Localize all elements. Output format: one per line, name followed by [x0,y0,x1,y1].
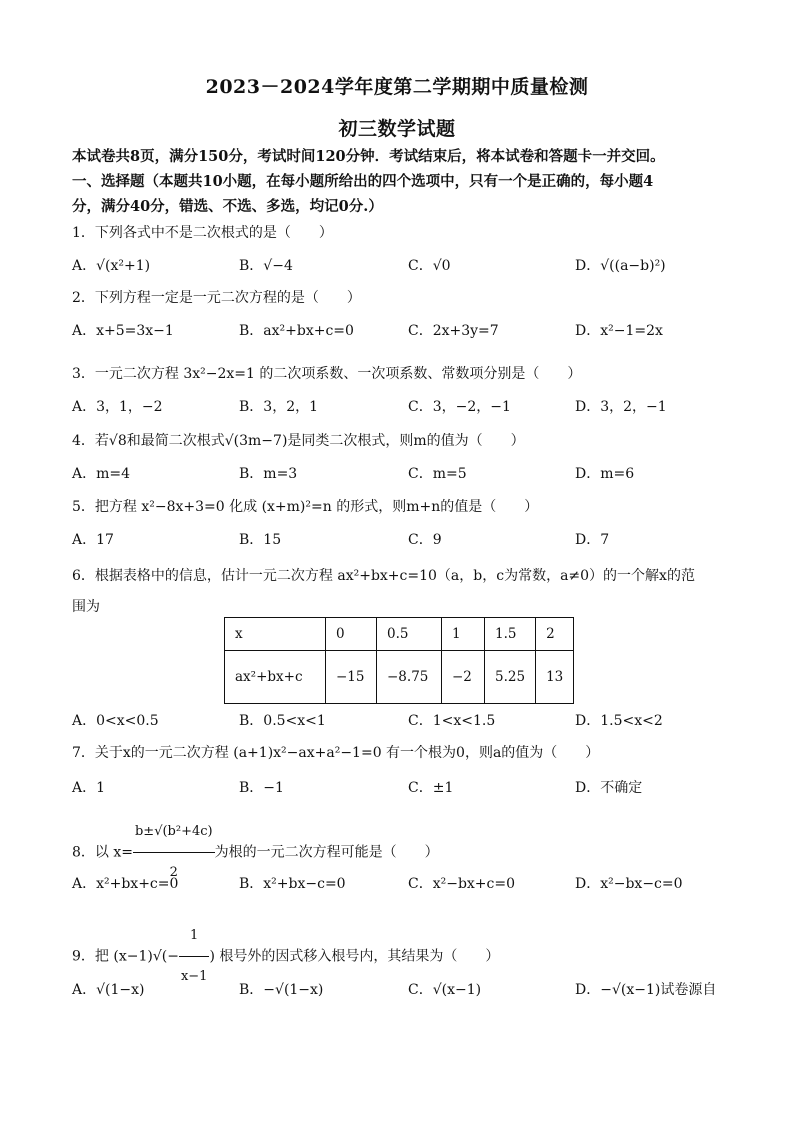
exam-subtitle: 初三数学试题 [338,118,456,140]
q9-fraction-denominator: x−1 [180,969,208,984]
exam-intro: 本试卷共8页，满分150分，考试时间120分钟．考试结束后，将本试卷和答题卡一并交回。 [72,148,665,165]
question-2-options [72,319,732,343]
q9-stem-prefix: 9．把 (x−1)√(− [72,948,179,965]
q2-option-b: B．ax²+bx+c=0 [239,323,354,339]
question-7-stem: 7．关于x的一元二次方程 (a+1)x²−ax+a²−1=0 有一个根为0，则a的值为（ ） [72,745,600,761]
table-cell: ax²+bx+c [225,651,326,704]
exam-title: 2023－2024学年度第二学期期中质量检测 [205,76,589,98]
table-cell: 1 [442,618,485,651]
question-6-stem-cont: 围为 [72,599,100,615]
q3-option-d: D．3，2，−1 [575,399,667,415]
table-cell: −2 [442,651,485,704]
question-1-options [72,254,732,278]
question-9-options [72,978,732,1002]
table-cell: x [225,618,326,651]
q2-option-d: D．x²−1=2x [575,323,663,339]
q9-option-b: B．−√(1−x) [239,982,324,998]
q9-option-a: A．√(1−x) [72,982,145,998]
q8-option-a: A．x²+bx+c=0 [72,876,179,892]
table-cell: 2 [536,618,574,651]
q3-option-c: C．3，−2，−1 [408,399,511,415]
q9-option-d: D．−√(x−1)试卷源自 [575,982,717,998]
q8-option-b: B．x²+bx−c=0 [239,876,346,892]
value-table [224,617,574,704]
q4-option-d: D．m=6 [575,466,635,482]
q7-option-b: B．−1 [239,780,284,796]
question-3-options [72,395,732,419]
question-8-options [72,872,732,896]
q5-option-b: B．15 [239,532,282,548]
q5-option-a: A．17 [72,532,114,548]
table-cell: 13 [536,651,574,704]
table-cell: −15 [326,651,377,704]
section-heading-line2: 分，满分40分，错选、不选、多选，均记0分.） [72,198,383,215]
question-1-stem: 1．下列各式中不是二次根式的是（ ） [72,225,333,241]
q6-option-b: B．0.5<x<1 [239,713,326,729]
q4-option-a: A．m=4 [72,466,131,482]
q4-option-c: C．m=5 [408,466,467,482]
q8-option-d: D．x²−bx−c=0 [575,876,683,892]
table-cell: 0 [326,618,377,651]
question-6-stem: 6．根据表格中的信息，估计一元二次方程 ax²+bx+c=10（a，b，c为常数，a≠0）的一个解x的范 [72,568,695,584]
q8-stem-suffix: 为根的一元二次方程可能是（ ） [214,844,439,861]
q5-option-c: C．9 [408,532,442,548]
q9-fraction-numerator: 1 [179,916,210,957]
question-4-stem: 4．若√8和最简二次根式√(3m−7)是同类二次根式，则m的值为（ ） [72,433,525,449]
question-2-stem: 2．下列方程一定是一元二次方程的是（ ） [72,290,361,306]
q3-option-b: B．3，2，1 [239,399,319,415]
table-cell: 0.5 [377,618,442,651]
q8-option-c: C．x²−bx+c=0 [408,876,516,892]
table-row [225,618,574,651]
table-cell: −8.75 [377,651,442,704]
question-5-options [72,528,732,552]
table-cell: 1.5 [485,618,536,651]
question-6-options [72,709,732,733]
q4-option-b: B．m=3 [239,466,298,482]
q1-option-b: B．√−4 [239,258,293,274]
q6-option-a: A．0<x<0.5 [72,713,159,729]
q5-option-d: D．7 [575,532,610,548]
q2-option-c: C．2x+3y=7 [408,323,499,339]
q8-fraction-denominator: 2 [169,865,178,880]
q7-option-d: D．不确定 [575,780,643,796]
q9-option-c: C．√(x−1) [408,982,482,998]
q8-stem-prefix: 8．以 x= [72,844,133,861]
q1-option-c: C．√0 [408,258,451,274]
q7-option-a: A．1 [72,780,106,796]
question-5-stem: 5．把方程 x²−8x+3=0 化成 (x+m)²=n 的形式，则m+n的值是（ ） [72,499,539,515]
question-7-options [72,776,732,800]
q7-option-c: C．±1 [408,780,454,796]
section-heading-line1: 一、选择题（本题共10小题，在每小题所给出的四个选项中，只有一个是正确的，每小题4 [72,173,654,190]
q9-stem-suffix: ) 根号外的因式移入根号内，其结果为（ ） [209,948,500,965]
question-3-stem: 3．一元二次方程 3x²−2x=1 的二次项系数、一次项系数、常数项分别是（ ） [72,366,582,382]
q6-option-c: C．1<x<1.5 [408,713,496,729]
q8-fraction-numerator: b±√(b²+4c) [133,812,215,853]
q6-option-d: D．1.5<x<2 [575,713,663,729]
q3-option-a: A．3，1，−2 [72,399,163,415]
q2-option-a: A．x+5=3x−1 [72,323,174,339]
q1-option-a: A．√(x²+1) [72,258,151,274]
table-cell: 5.25 [485,651,536,704]
q1-option-d: D．√((a−b)²) [575,258,666,274]
question-4-options [72,462,732,486]
table-row [225,651,574,704]
